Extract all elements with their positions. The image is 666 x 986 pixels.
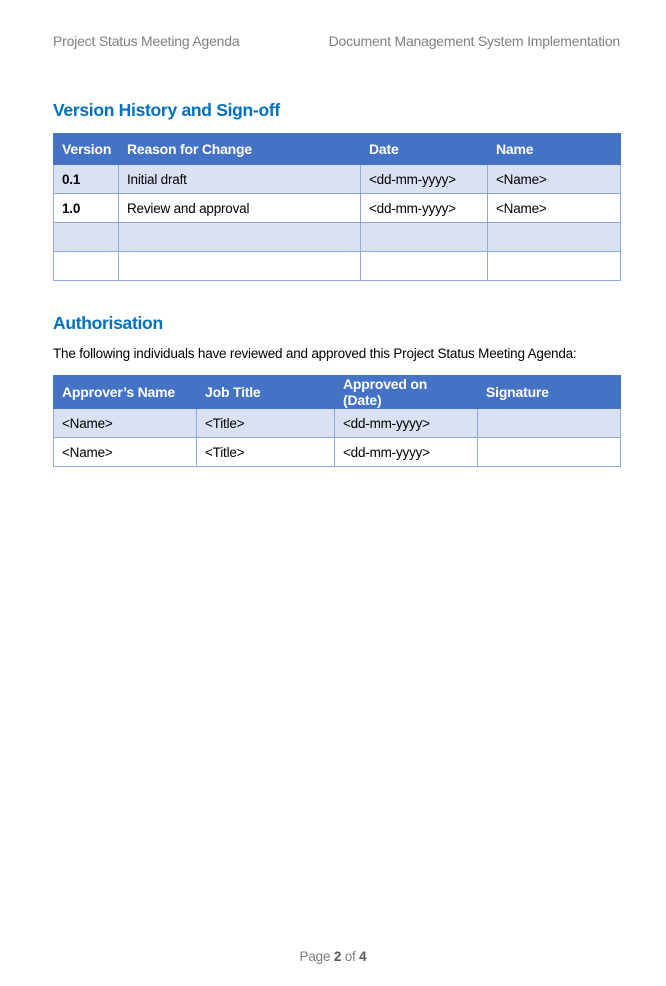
column-header-job-title: Job Title (197, 376, 335, 409)
cell-name[interactable]: <Name> (488, 194, 621, 223)
cell-reason[interactable] (119, 223, 361, 252)
authorisation-intro-text: The following individuals have reviewed and approved this Project Status Meeting Agenda: (53, 346, 577, 361)
cell-reason[interactable]: Initial draft (119, 165, 361, 194)
cell-version[interactable]: 1.0 (54, 194, 119, 223)
cell-reason[interactable]: Review and approval (119, 194, 361, 223)
cell-version[interactable] (54, 223, 119, 252)
column-header-approver-name: Approver’s Name (54, 376, 197, 409)
cell-date[interactable]: <dd-mm-yyyy> (361, 165, 488, 194)
column-header-signature: Signature (478, 376, 621, 409)
cell-version[interactable]: 0.1 (54, 165, 119, 194)
cell-name[interactable]: <Name> (488, 165, 621, 194)
cell-name[interactable] (488, 252, 621, 281)
cell-approver-name[interactable]: <Name> (54, 438, 197, 467)
cell-signature[interactable] (478, 438, 621, 467)
cell-reason[interactable] (119, 252, 361, 281)
cell-approved-date[interactable]: <dd-mm-yyyy> (335, 409, 478, 438)
cell-date[interactable]: <dd-mm-yyyy> (361, 194, 488, 223)
table-header-row (54, 376, 621, 409)
table-row (54, 438, 621, 467)
column-header-date: Date (361, 134, 488, 165)
cell-signature[interactable] (478, 409, 621, 438)
column-header-approved-on: Approved on (Date) (335, 376, 478, 409)
authorisation-table (53, 375, 621, 467)
column-header-name: Name (488, 134, 621, 165)
table-row (54, 165, 621, 194)
column-header-reason: Reason for Change (119, 134, 361, 165)
cell-approved-date[interactable]: <dd-mm-yyyy> (335, 438, 478, 467)
column-header-version: Version (54, 134, 119, 165)
current-page-number: 2 (333, 949, 342, 964)
table-row (54, 194, 621, 223)
authorisation-heading: Authorisation (53, 313, 163, 333)
table-header-row (54, 134, 621, 165)
version-history-table (53, 133, 621, 281)
table-row (54, 223, 621, 252)
cell-job-title[interactable]: <Title> (197, 438, 335, 467)
cell-date[interactable] (361, 223, 488, 252)
cell-date[interactable] (361, 252, 488, 281)
table-row (54, 252, 621, 281)
version-history-heading: Version History and Sign-off (53, 100, 280, 120)
cell-version[interactable] (54, 252, 119, 281)
page-header (53, 33, 620, 53)
cell-name[interactable] (488, 223, 621, 252)
page-label: Page (299, 949, 331, 964)
cell-approver-name[interactable]: <Name> (54, 409, 197, 438)
table-row (54, 409, 621, 438)
header-project-name: Document Management System Implementation (328, 33, 620, 49)
total-page-count: 4 (359, 949, 367, 964)
cell-job-title[interactable]: <Title> (197, 409, 335, 438)
header-document-title: Project Status Meeting Agenda (53, 33, 240, 49)
page-footer (0, 949, 666, 964)
of-label: of (344, 949, 356, 964)
